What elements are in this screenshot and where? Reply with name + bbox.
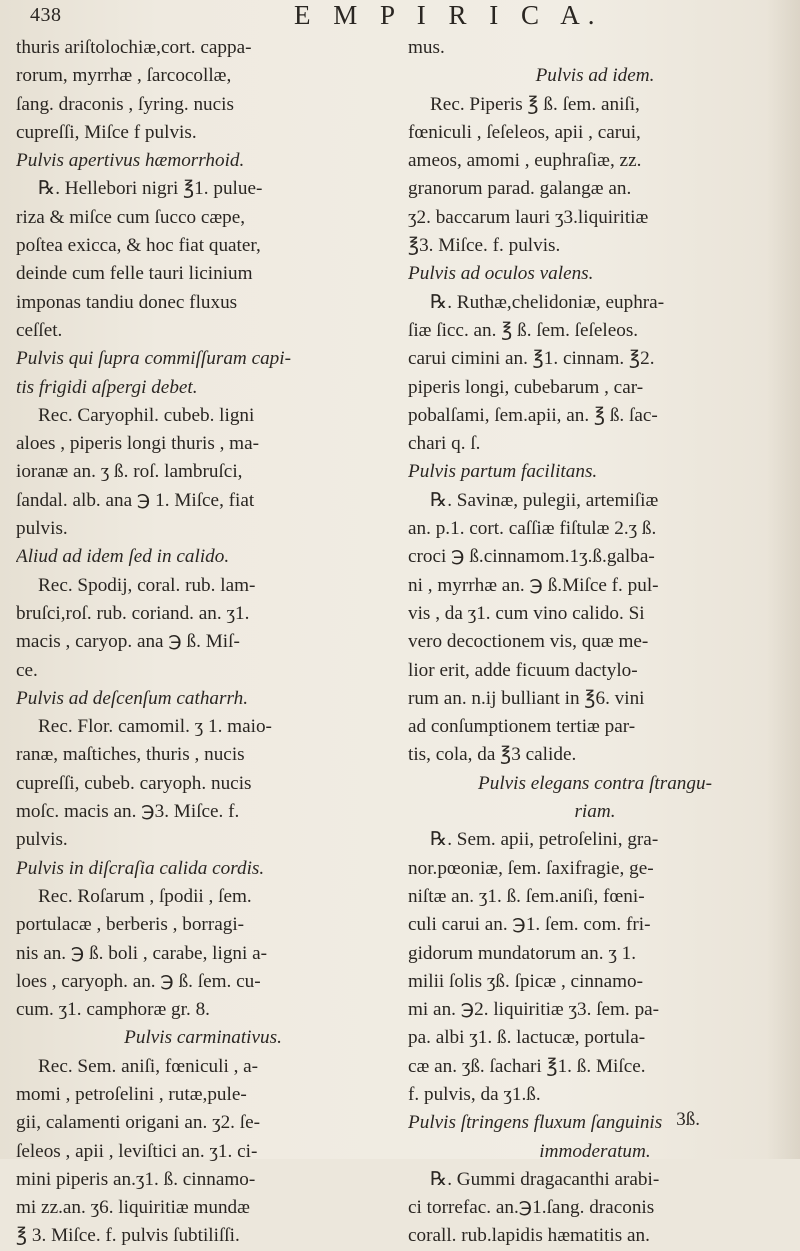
text-line: aloes , piperis longi thuris , ma-	[16, 433, 260, 455]
text-line: mini piperis an.ʒ1. ß. cinnamo-	[16, 1168, 256, 1190]
text-line: ℞. Hellebori nigri ℥1. pulue-	[38, 178, 263, 200]
text-line: Rec. Spodij, coral. rub. lam-	[38, 574, 256, 596]
recipe-heading: Pulvis ad deſcenſum catharrh.	[16, 687, 248, 709]
text-line: macis , caryop. ana ℈ ß. Miſ-	[16, 631, 240, 653]
text-line: Rec. Caryophil. cubeb. ligni	[38, 404, 255, 426]
text-line: nis an. ℈ ß. boli , carabe, ligni a-	[16, 942, 268, 964]
recipe-heading: Pulvis ad idem.	[535, 65, 655, 87]
recipe-heading: Pulvis qui ſupra commiſſuram capi-	[16, 348, 291, 370]
text-line: mi zz.an. ʒ6. liquiritiæ mundæ	[16, 1197, 250, 1219]
text-line: carui cimini an. ℥1. cinnam. ℥2.	[408, 348, 655, 370]
text-line: ceſſet.	[16, 319, 63, 341]
text-line: ℥ 3. Miſce. f. pulvis ſubtiliſſi.	[16, 1225, 240, 1247]
text-line: mus.	[408, 37, 445, 58]
text-line: Rec. Roſarum , ſpodii , ſem.	[38, 885, 252, 907]
text-line: ℞. Gummi dragacanthi arabi-	[430, 1168, 660, 1190]
text-line: bruſci,roſ. rub. coriand. an. ʒ1.	[16, 602, 250, 624]
text-line: gii, calamenti origani an. ʒ2. ſe-	[16, 1112, 261, 1134]
text-line: Rec. Flor. camomil. ʒ 1. maio-	[38, 716, 272, 738]
text-line: Rec. Piperis ℥ ß. ſem. aniſi,	[430, 93, 640, 115]
text-line: ameos, amomi , euphraſiæ, zz.	[408, 150, 642, 172]
text-line: nor.pœoniæ, ſem. ſaxifragie, ge-	[408, 857, 654, 879]
text-line: ℞. Savinæ, pulegii, artemiſiæ	[430, 489, 659, 511]
text-line: ci torrefac. an.℈1.ſang. draconis	[408, 1197, 655, 1219]
recipe-heading: riam.	[574, 801, 616, 823]
running-title: E M P I R I C A.	[294, 0, 603, 30]
text-line: tis, cola, da ℥3 calide.	[408, 744, 577, 766]
text-line: chari q. ſ.	[408, 433, 481, 455]
text-line: cupreſſi, cubeb. caryoph. nucis	[16, 772, 252, 794]
recipe-heading: Pulvis partum facilitans.	[408, 461, 598, 483]
text-line: pobalſami, ſem.apii, an. ℥ ß. ſac-	[408, 404, 658, 426]
text-columns	[16, 34, 782, 1251]
text-line: ioranæ an. ʒ ß. roſ. lambruſci,	[16, 461, 243, 483]
text-line: momi , petroſelini , rutæ,pule-	[16, 1083, 247, 1105]
text-line: ſang. draconis , ſyring. nucis	[16, 93, 234, 115]
text-line: imponas tandiu donec fluxus	[16, 291, 238, 313]
text-line: Rec. Sem. aniſi, fœniculi , a-	[38, 1055, 259, 1077]
recipe-heading: Pulvis ſtringens fluxum ſanguinis	[408, 1112, 663, 1134]
text-line: moſc. macis an. ℈3. Miſce. f.	[16, 801, 240, 823]
text-line: lior erit, adde ficuum dactylo-	[408, 659, 638, 681]
text-line: portulacæ , berberis , borragi-	[16, 914, 245, 936]
text-line: pa. albi ʒ1. ß. lactucæ, portula-	[408, 1027, 646, 1049]
text-line: cæ an. ʒß. ſachari ℥1. ß. Miſce.	[408, 1055, 646, 1077]
recipe-heading: immoderatum.	[539, 1140, 651, 1162]
text-line: rum an. n.ij bulliant in ℥6. vini	[408, 687, 645, 709]
text-line: thuris ariſtolochiæ,cort. cappa-	[16, 37, 252, 58]
text-line: loes , caryoph. an. ℈ ß. ſem. cu-	[16, 970, 261, 992]
text-line: granorum parad. galangæ an.	[408, 178, 632, 200]
page-header	[16, 0, 782, 34]
text-line: ſiæ ſicc. an. ℥ ß. ſem. ſeſeleos.	[408, 319, 639, 341]
text-line: vero decoctionem vis, quæ me-	[408, 631, 649, 653]
recipe-heading: Pulvis elegans contra ſtrangu-	[478, 772, 712, 794]
text-line: piperis longi, cubebarum , car-	[408, 376, 644, 398]
text-line: culi carui an. ℈1. ſem. com. fri-	[408, 914, 651, 936]
text-line: cupreſſi, Miſce f pulvis.	[16, 121, 197, 143]
text-line: ℞. Sem. apii, petroſelini, gra-	[430, 829, 659, 851]
text-line: niſtæ an. ʒ1. ß. ſem.aniſi, fœni-	[408, 885, 645, 907]
text-line: gidorum mundatorum an. ʒ 1.	[408, 942, 637, 964]
text-line: ʒ2. baccarum lauri ʒ3.liquiritiæ	[408, 206, 649, 228]
text-line: ad conſumptionem tertiæ par-	[408, 716, 636, 738]
text-line: fœniculi , ſeſeleos, apii , carui,	[408, 121, 641, 143]
page-number: 438	[30, 4, 62, 26]
text-line: ℥3. Miſce. f. pulvis.	[408, 235, 561, 257]
text-line: ℞. Ruthæ,chelidoniæ, euphra-	[430, 291, 665, 313]
recipe-heading: Pulvis in diſcraſia calida cordis.	[16, 857, 265, 879]
right-column	[408, 34, 782, 1251]
catchword: 3ß.	[676, 1109, 700, 1130]
text-line: ſeleos , apii , leviſtici an. ʒ1. ci-	[16, 1140, 258, 1162]
text-line: deinde cum felle tauri licinium	[16, 263, 253, 285]
text-line: ranæ, maſtiches, thuris , nucis	[16, 744, 245, 766]
recipe-heading: Pulvis carminativus.	[124, 1027, 282, 1049]
recipe-heading: Aliud ad idem ſed in calido.	[16, 546, 230, 568]
text-line: ce.	[16, 659, 38, 681]
text-line: vis , da ʒ1. cum vino calido. Si	[408, 602, 645, 624]
left-column	[16, 34, 390, 1251]
text-line: ni , myrrhæ an. ℈ ß.Miſce f. pul-	[408, 574, 659, 596]
text-line: pulvis.	[16, 518, 68, 540]
text-line: ſandal. alb. ana ℈ 1. Miſce, fiat	[16, 489, 255, 511]
recipe-heading: tis frigidi aſpergi debet.	[16, 376, 198, 398]
text-line: rizа & miſce cum ſucco cæpe,	[16, 206, 246, 228]
text-line: poſtea exicca, & hoc fiat quater,	[16, 235, 261, 257]
text-line: pulvis.	[16, 829, 68, 851]
text-line: corall. rub.lapidis hæmatitis an.	[408, 1225, 650, 1247]
recipe-heading: Pulvis apertivus hæmorrhoid.	[16, 150, 245, 172]
text-line: milii ſolis ʒß. ſpicæ , cinnamo-	[408, 970, 644, 992]
text-line: rorum, myrrhæ , ſarcocollæ,	[16, 65, 232, 87]
text-line: cum. ʒ1. camphoræ gr. 8.	[16, 999, 210, 1021]
text-line: croci ℈ ß.cinnamom.1ʒ.ß.galba-	[408, 546, 655, 568]
text-line: f. pulvis, da ʒ1.ß.	[408, 1083, 541, 1105]
text-line: mi an. ℈2. liquiritiæ ʒ3. ſem. pa-	[408, 999, 660, 1021]
recipe-heading: Pulvis ad oculos valens.	[408, 263, 594, 285]
text-line: an. p.1. cort. caſſiæ fiſtulæ 2.ʒ ß.	[408, 518, 657, 540]
